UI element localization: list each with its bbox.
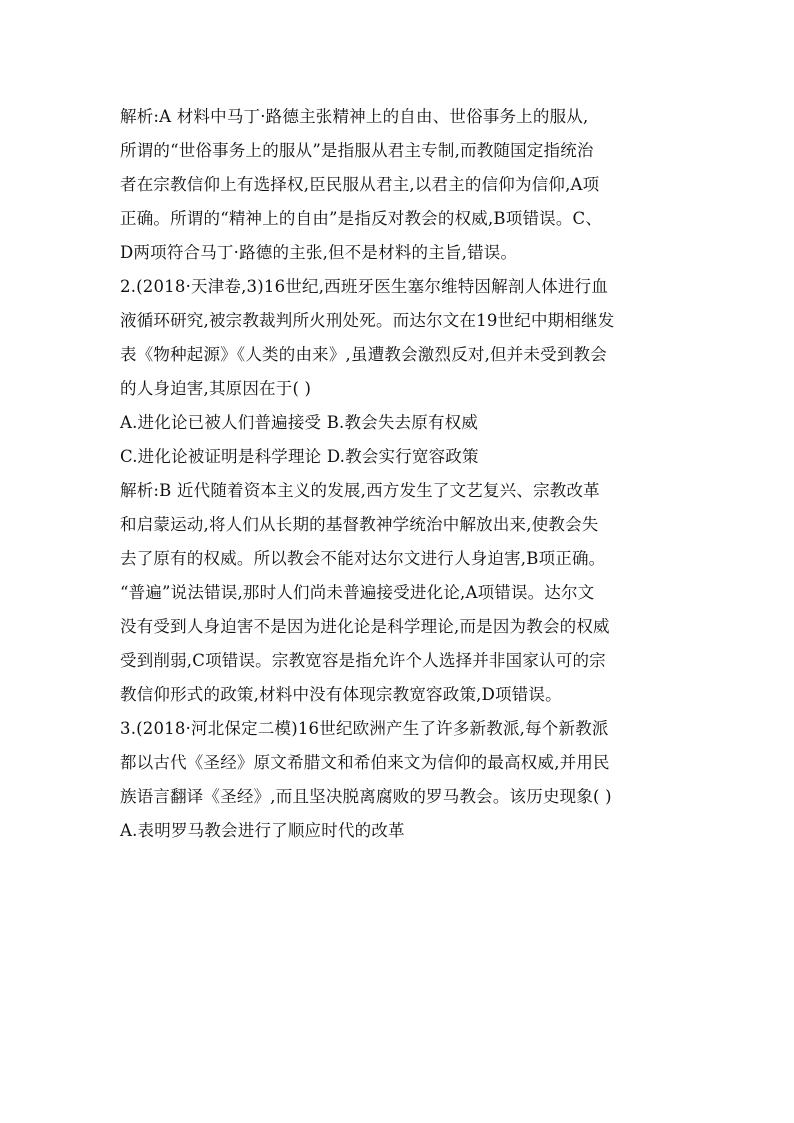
- text-line: 族语言翻译《圣经》,而且坚决脱离腐败的罗马教会。该历史现象( ): [120, 787, 612, 806]
- text-line: 液循环研究,被宗教裁判所火刑处死。而达尔文在19世纪中期相继发: [120, 311, 615, 330]
- text-line: 受到削弱,C项错误。宗教宽容是指允许个人选择并非国家认可的宗: [120, 651, 606, 670]
- question-3-stem: 3.(2018·河北保定二模)16世纪欧洲产生了许多新教派,每个新教派: [120, 719, 609, 738]
- text-line: 所谓的“世俗事务上的服从”是指服从君主专制,而教随国定指统治: [120, 141, 594, 160]
- text-line: 正确。所谓的“精神上的自由”是指反对教会的权威,B项错误。C、: [120, 209, 603, 228]
- question-2-options-cd: C.进化论被证明是科学理论 D.教会实行宽容政策: [120, 447, 479, 466]
- text-line: “普遍”说法错误,那时人们尚未普遍接受进化论,A项错误。达尔文: [120, 583, 595, 602]
- question-2-analysis: 解析:B 近代随着资本主义的发展,西方发生了文艺复兴、宗教改革: [120, 481, 600, 500]
- text-line: 没有受到人身迫害不是因为进化论是科学理论,而是因为教会的权威: [120, 617, 610, 636]
- text-line: D两项符合马丁·路德的主张,但不是材料的主旨,错误。: [120, 243, 518, 262]
- text-line: 表《物种起源》《人类的由来》,虽遭教会激烈反对,但并未受到教会: [120, 345, 607, 364]
- document-page: [120, 100, 690, 848]
- question-3-option-a: A.表明罗马教会进行了顺应时代的改革: [120, 821, 405, 840]
- text-line: 解析:A 材料中马丁·路德主张精神上的自由、世俗事务上的服从,: [120, 107, 589, 126]
- text-line: 的人身迫害,其原因在于( ): [120, 379, 312, 398]
- text-line: 教信仰形式的政策,材料中没有体现宗教宽容政策,D项错误。: [120, 685, 562, 704]
- text-line: 和启蒙运动,将人们从长期的基督教神学统治中解放出来,使教会失: [120, 515, 599, 534]
- text-line: 者在宗教信仰上有选择权,臣民服从君主,以君主的信仰为信仰,A项: [120, 175, 600, 194]
- text-line: 都以古代《圣经》原文希腊文和希伯来文为信仰的最高权威,并用民: [120, 753, 610, 772]
- question-2-stem: 2.(2018·天津卷,3)16世纪,西班牙医生塞尔维特因解剖人体进行血: [120, 277, 609, 296]
- text-line: 去了原有的权威。所以教会不能对达尔文进行人身迫害,B项正确。: [120, 549, 606, 568]
- question-2-options-ab: A.进化论已被人们普遍接受 B.教会失去原有权威: [120, 413, 479, 432]
